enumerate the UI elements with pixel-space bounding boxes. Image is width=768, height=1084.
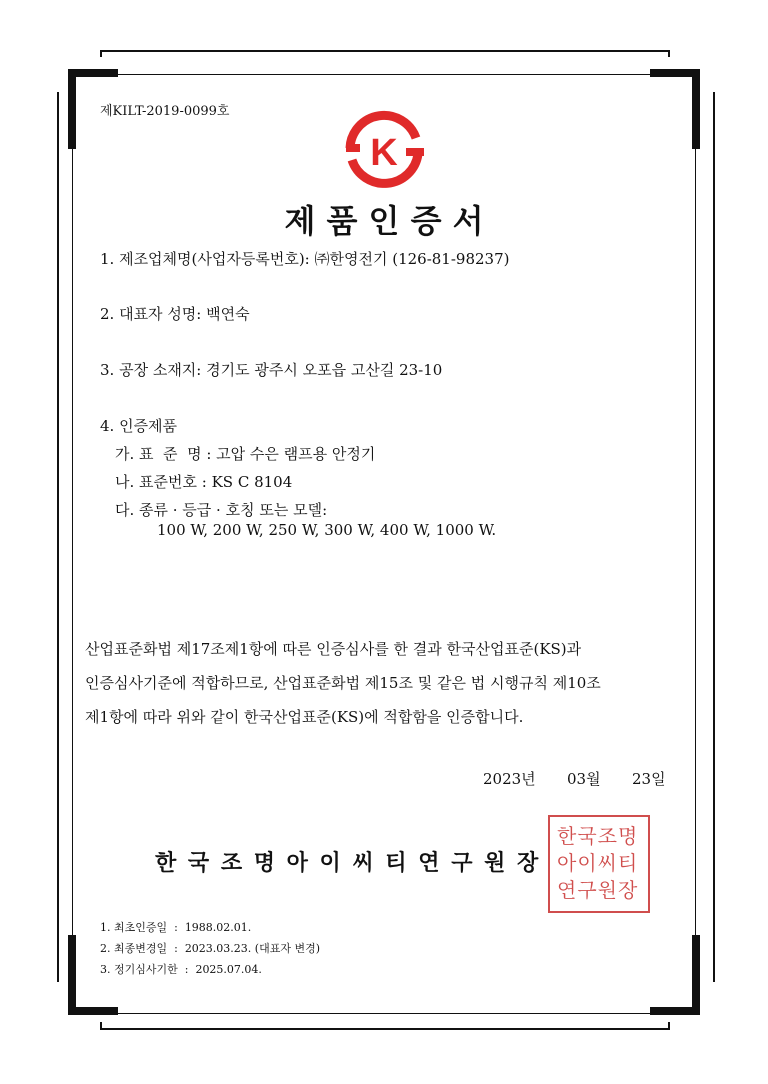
corner-br-v — [692, 935, 700, 1015]
official-seal — [548, 815, 650, 913]
corner-bl-v — [68, 935, 76, 1015]
models-label: 다. 종류 · 등급 · 호칭 또는 모델: — [115, 501, 328, 519]
models-value: 100 W, 200 W, 250 W, 300 W, 400 W, 1000 W. — [157, 521, 497, 539]
standard-number-field: 나. 표준번호 : KS C 8104 — [115, 473, 293, 491]
date-day: 23일 — [632, 770, 666, 788]
standard-name-field: 가. 표 준 명 : 고압 수은 램프용 안정기 — [115, 445, 376, 463]
corner-tr-v — [692, 69, 700, 149]
corner-tl-v — [68, 69, 76, 149]
ks-logo-icon — [340, 108, 428, 194]
product-heading: 4. 인증제품 — [100, 417, 178, 435]
date-month: 03월 — [567, 770, 601, 788]
body-line-2: 인증심사기준에 적합하므로, 산업표준화법 제15조 및 같은 법 시행규칙 제10조 — [85, 674, 601, 692]
footer-last-change: 2. 최종변경일 : 2023.03.23. (대표자 변경) — [100, 942, 320, 955]
ks-logo-text: K — [370, 132, 398, 174]
seal-text: 한국조명아이씨티연구원장 — [557, 824, 639, 902]
body-line-1: 산업표준화법 제17조제1항에 따른 인증심사를 한 결과 한국산업표준(KS)과 — [85, 640, 582, 658]
issuer-name: 한 국 조 명 아 이 씨 티 연 구 원 장 — [155, 850, 539, 876]
factory-field: 3. 공장 소재지: 경기도 광주시 오포읍 고산길 23-10 — [100, 361, 443, 379]
footer-first-cert: 1. 최초인증일 : 1988.02.01. — [100, 921, 252, 934]
company-field: 1. 제조업체명(사업자등록번호): ㈜한영전기 (126-81-98237) — [100, 250, 510, 268]
page-title: 제 품 인 증 서 — [284, 202, 484, 240]
outer-frame-top — [100, 50, 670, 57]
certificate-number: 제KILT-2019-0099호 — [100, 104, 230, 119]
date-year: 2023년 — [483, 770, 536, 788]
body-line-3: 제1항에 따라 위와 같이 한국산업표준(KS)에 적합함을 인증합니다. — [85, 708, 524, 726]
representative-field: 2. 대표자 성명: 백연숙 — [100, 305, 250, 323]
outer-frame-bottom — [100, 1022, 670, 1030]
footer-audit-deadline: 3. 정기심사기한 : 2025.07.04. — [100, 963, 262, 976]
